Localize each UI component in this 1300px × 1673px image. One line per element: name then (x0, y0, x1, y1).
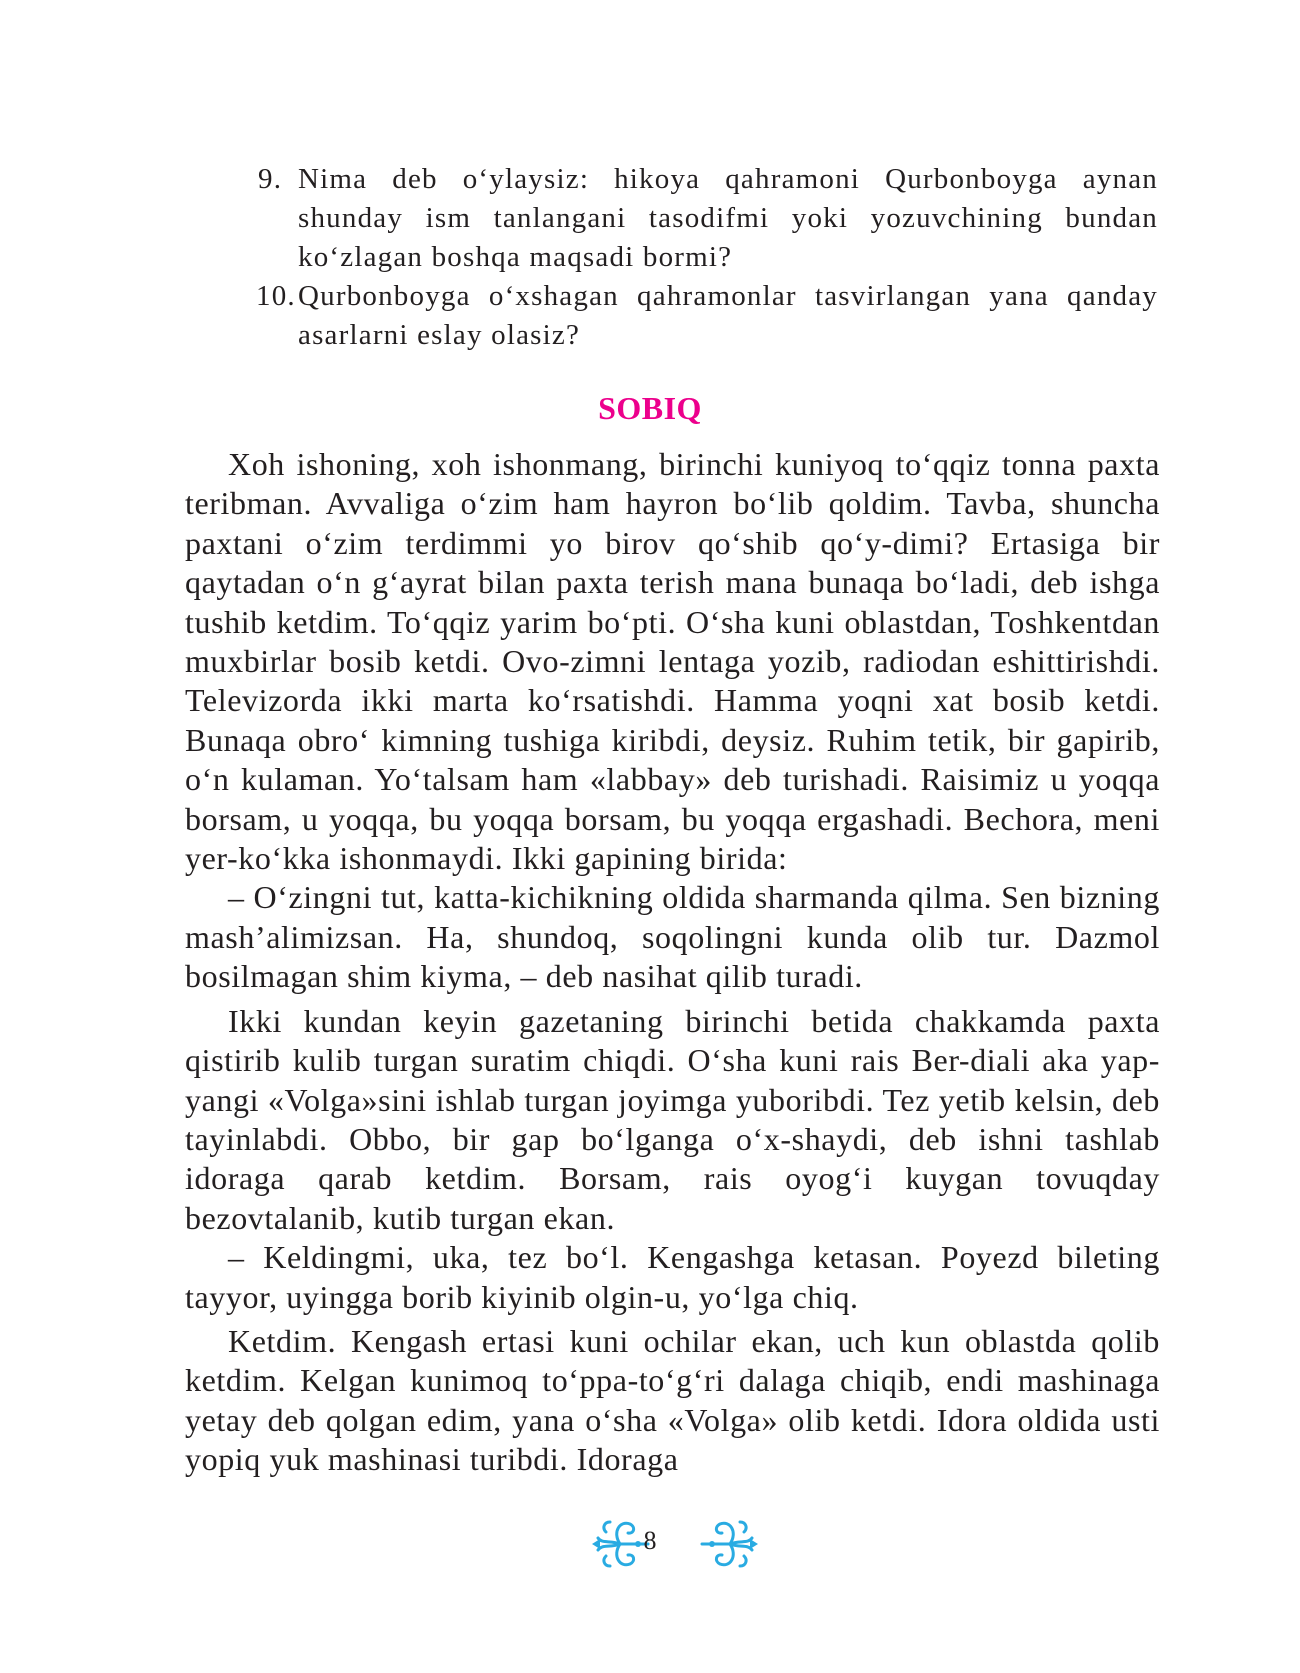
question-number: 10. (256, 280, 296, 312)
story-paragraph: – Keldingmi, uka, tez bo‘l. Kengashga ketasan. Poyezd bileting tayyor, uyingga borib kiyinib olgin-u, yo‘lga chiq. (185, 1239, 1160, 1315)
question-text: Nima deb o‘ylaysiz: hikoya qahramoni Qurbonboyga aynan shunday ism tanlangani tasodifmi yoki yozuvchining bundan ko‘zlagan boshqa maqsadi bormi? (298, 163, 1158, 273)
page-number: 8 (643, 1526, 657, 1555)
left-ornament-icon (590, 1512, 650, 1576)
question-number: 9. (258, 163, 283, 195)
question-text: Qurbonboyga o‘xshagan qahramonlar tasvirlangan yana qanday asarlarni eslay olasiz? (298, 280, 1158, 351)
question-item (258, 160, 1158, 277)
question-item (258, 277, 1158, 355)
page-footer (0, 1512, 1300, 1582)
story-paragraph: – O‘zingni tut, katta-kichikning oldida sharmanda qilma. Sen bizning mash’alimizsan. Ha, shundoq, soqolingni kunda olib tur. Dazmol bosilmagan shim kiyma, – deb nasihat qilib turadi. (185, 879, 1160, 995)
story-title: SOBIQ (598, 390, 702, 426)
question-list (258, 160, 1158, 355)
right-ornament-icon (700, 1512, 760, 1576)
story-paragraph: Ikki kundan keyin gazetaning birinchi betida chakkamda paxta qistirib kulib turgan suratim chiqdi. O‘sha kuni rais Ber-diali aka yap-yangi «Volga»sini ishlab turgan joyimga yuboribdi. Tez yetib kelsin, deb tayinlabdi. Obbo, bir gap bo‘lganga o‘x-shaydi, deb ishni tashlab idoraga qarab ketdim. Borsam, rais oyog‘i kuygan tovuqday bezovtalanib, kutib turgan ekan. (185, 1002, 1160, 1236)
story-body (185, 445, 1160, 1480)
story-paragraph: Ketdim. Kengash ertasi kuni ochilar ekan, uch kun oblastda qolib ketdim. Kelgan kunimoq to‘ppa-to‘g‘ri dalaga chiqib, endi mashinaga yetay deb qolgan edim, yana o‘sha «Volga» olib ketdi. Idora oldida usti yopiq yuk mashinasi turibdi. Idoraga (185, 1322, 1160, 1478)
story-paragraph: Xoh ishoning, xoh ishonmang, birinchi kuniyoq to‘qqiz tonna paxta teribman. Avvaliga o‘zim ham hayron bo‘lib qoldim. Tavba, shuncha paxtani o‘zim terdimmi yo birov qo‘shib qo‘y-dimi? Ertasiga bir qaytadan o‘n g‘ayrat bilan paxta terish mana bunaqa bo‘ladi, deb ishga tushib ketdim. To‘qqiz yarim bo‘pti. O‘sha kuni oblastdan, Toshkentdan muxbirlar bosib ketdi. Ovo-zimni lentaga yozib, radiodan eshittirishdi. Televizorda ikki marta ko‘rsatishdi. Hamma yoqni xat bosib ketdi. Bunaqa obro‘ kimning tushiga kiribdi, deysiz. Ruhim tetik, bir gapirib, o‘n kulaman. Yo‘talsam ham «labbay» deb turishadi. Raisimiz u yoqqa borsam, u yoqqa, bu yoqqa borsam, bu yoqqa ergashadi. Bechora, meni yer-ko‘kka ishonmaydi. Ikki gapining birida: (185, 446, 1160, 877)
